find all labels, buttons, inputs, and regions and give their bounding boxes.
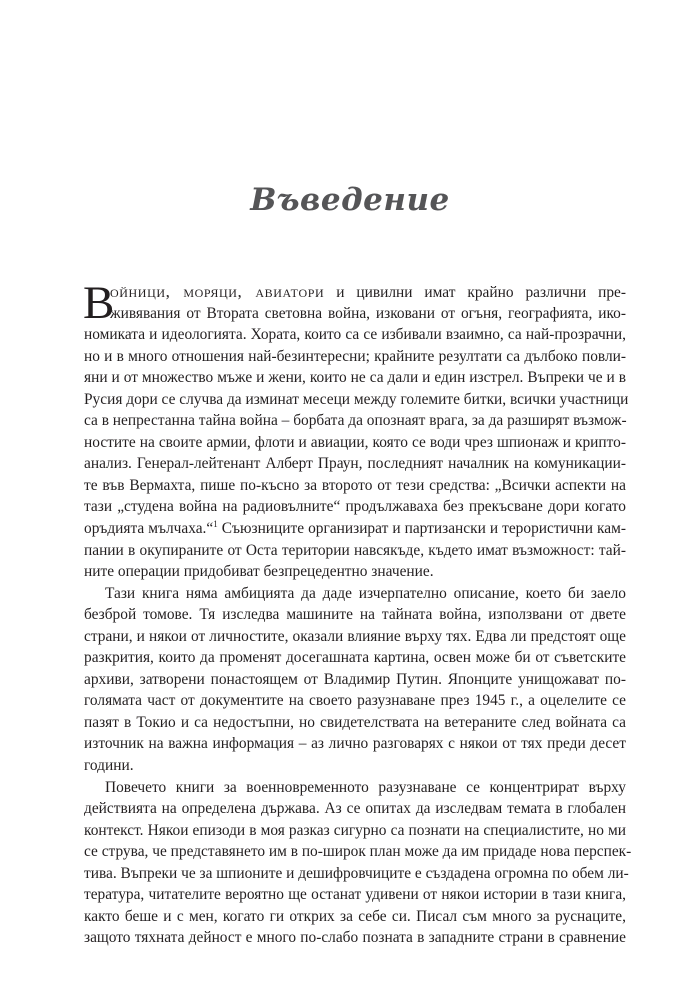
text-line: яни и от множество мъже и жени, които не са дали и един изстрел. Въпреки че и в bbox=[84, 369, 626, 387]
text-line: Русия дори се случва да изминат месеци между големите битки, всички участници bbox=[84, 390, 629, 408]
text-line: пазят в Токио и са недостъпни, но свидетелствата на ветераните след войната са bbox=[84, 713, 626, 731]
drop-cap: В bbox=[83, 277, 115, 329]
text-line: контекст. Някои епизоди в моя разказ сигурно са познати на специалистите, но ми bbox=[84, 821, 626, 839]
text-line: както беше и с мен, когато ги открих за себе си. Писал съм много за руснаците, bbox=[84, 907, 626, 925]
text-span: оръдията мълчаха.“ bbox=[84, 520, 214, 538]
footnote-marker[interactable]: 1 bbox=[213, 518, 218, 529]
text-line: те във Вермахта, пише по-късно за второто от тези средства: „Всички аспекти на bbox=[84, 476, 626, 494]
text-line: разкрития, които да променят досегашната картина, освен може би от съветските bbox=[84, 649, 626, 667]
text-line: безброй томове. Тя изследва машините на тайната война, използвани от двете bbox=[84, 606, 626, 624]
text-line: архиви, затворени понастоящем от Владимир Путин. Японците унищожават по- bbox=[84, 670, 626, 688]
text-line: Тази книга няма амбицията да даде изчерпателно описание, което би заело bbox=[105, 584, 626, 602]
text-line: ностите на своите армии, флоти и авиации, която се води чрез шпионаж и крипто- bbox=[84, 433, 626, 451]
text-line: номиката и идеологията. Хората, които са се избивали взаимно, са най-прозрачни, bbox=[84, 326, 626, 344]
text-line: голямата част от документите на своето разузнаване през 1945 г., а оцелелите се bbox=[84, 692, 626, 710]
text-line: тива. Въпреки че за шпионите и дешифровчиците е създадена огромна по обем ли- bbox=[84, 864, 629, 882]
text-line: защото тяхната дейност е много по-слабо позната в западните страни в сравнение bbox=[84, 929, 626, 947]
chapter-body bbox=[83, 277, 632, 949]
chapter-title: Въведение bbox=[250, 182, 450, 218]
lead-in-smallcaps: ойници, моряци, авиатори bbox=[110, 282, 325, 301]
paragraph-3 bbox=[84, 777, 632, 949]
text-line bbox=[84, 281, 626, 303]
paragraph-1 bbox=[83, 277, 629, 583]
text-line: анализ. Генерал-лейтенант Алберт Праун, последният началник на комуникации- bbox=[84, 455, 626, 473]
text-line: са в непрестанна тайна война – борбата да опознаят врага, за да разширят възмож- bbox=[84, 412, 627, 430]
text-line: действията на определена държава. Аз се опитах да изследвам темата в глобален bbox=[84, 800, 626, 818]
text-line: тература, читателите вероятно ще останат удивени от някои истории в тази книга, bbox=[84, 886, 626, 904]
text-line: източник на важна информация – аз лично разговарях с някои от тях преди десет bbox=[84, 735, 626, 753]
text-line: Повечето книги за военновременното разузнаване се концентрират върху bbox=[105, 778, 626, 796]
text-span: и цивилни имат крайно различни пре- bbox=[324, 284, 626, 301]
text-line: години. bbox=[84, 757, 134, 775]
paragraph-2 bbox=[84, 583, 626, 777]
text-line: се струва, че представянето им в по-широк план може да им придаде нова перспек- bbox=[84, 843, 632, 861]
text-line: пании в окупираните от Оста територии навсякъде, където имат възможност: тай- bbox=[84, 541, 626, 559]
text-line bbox=[84, 518, 626, 540]
text-line: страни, и някои от личностите, оказали влияние върху тях. Едва ли предстоят още bbox=[84, 627, 626, 645]
text-line: тази „студена война на радиовълните“ продължаваха без прекъсване дори когато bbox=[84, 498, 626, 516]
text-line: но и в много отношения най-безинтересни; крайните резултати са дълбоко повли- bbox=[84, 347, 626, 365]
text-span: Съюзниците организират и партизански и терористични кам- bbox=[217, 520, 626, 538]
text-line: ните операции придобиват безпрецедентно значение. bbox=[84, 563, 434, 581]
text-line: живявания от Втората световна война, изковани от огъня, географията, ико- bbox=[110, 304, 626, 322]
